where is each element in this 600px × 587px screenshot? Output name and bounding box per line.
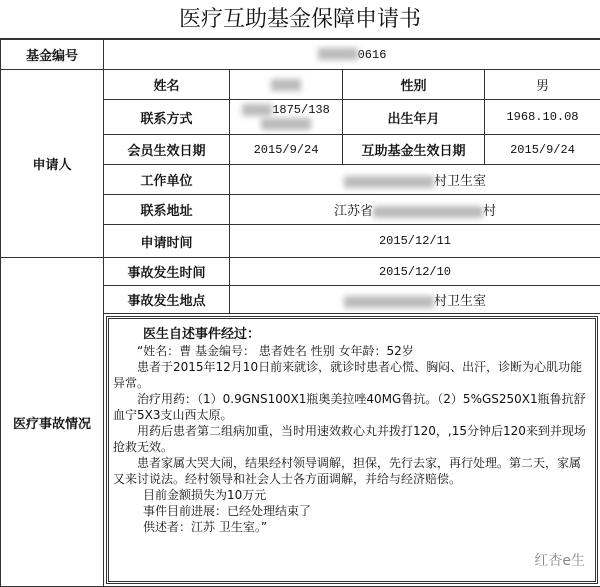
story-title: 医生自述事件经过： [113, 327, 587, 343]
fund-date-label: 互助基金生效日期 [343, 135, 485, 165]
page-title: 医疗互助基金保障申请书 [0, 0, 600, 39]
apply-time-value: 2015/12/11 [230, 225, 600, 258]
story-progress: 事件目前进展：已经处理结束了 [113, 503, 587, 519]
gender-value: 男 [485, 70, 600, 100]
fund-no-value: 0616 [104, 40, 600, 70]
story-loss: 目前金额损失为10万元 [113, 487, 587, 503]
address-value: 江苏省 村 [230, 195, 600, 225]
apply-time-label: 申请时间 [104, 225, 230, 258]
contact-value: 1875/138 [230, 100, 343, 135]
name-label: 姓名 [104, 70, 230, 100]
story-line: 治疗用药：（1）0.9GNS100X1瓶奥美拉唑40MG鲁抗。（2）5%GS250X1瓶鲁抗舒血宁5X3支山西太原。 [113, 391, 587, 423]
accident-time-value: 2015/12/10 [230, 258, 600, 286]
story-narrator: 供述者：江苏 卫生室。” [113, 519, 587, 535]
application-form [0, 39, 600, 587]
work-value: 村卫生室 [230, 165, 600, 195]
gender-label: 性别 [343, 70, 485, 100]
address-label: 联系地址 [104, 195, 230, 225]
story-line: 用药后患者第二组病加重，当时用速效救心丸并拨打120，,15分钟后120来到并现场抢救无效。 [113, 423, 587, 455]
story-line: “姓名：曹 基金编号： 患者姓名 性别 女年龄：52岁 [113, 343, 587, 359]
story-line: 患者于2015年12月10日前来就诊，就诊时患者心慌、胸闷、出汗，诊断为心肌功能异常。 [113, 359, 587, 391]
accident-place-value: 村卫生室 [230, 286, 600, 314]
birth-label: 出生年月 [343, 100, 485, 135]
applicant-label: 申请人 [1, 70, 104, 258]
accident-place-label: 事故发生地点 [104, 286, 230, 314]
member-date-value: 2015/9/24 [230, 135, 343, 165]
accident-story [104, 314, 600, 587]
watermark-logo: 红杏e生 [534, 553, 585, 569]
work-label: 工作单位 [104, 165, 230, 195]
birth-value: 1968.10.08 [485, 100, 600, 135]
fund-no-label: 基金编号 [1, 40, 104, 70]
contact-label: 联系方式 [104, 100, 230, 135]
fund-date-value: 2015/9/24 [485, 135, 600, 165]
member-date-label: 会员生效日期 [104, 135, 230, 165]
story-line: 患者家属大哭大闹，结果经村领导调解，担保，先行去家，再行处理。第二天，家属又来讨说法。经村领导和社会人士各方面调解，并给与经济赔偿。 [113, 455, 587, 487]
accident-label: 医疗事故情况 [1, 258, 104, 587]
accident-time-label: 事故发生时间 [104, 258, 230, 286]
name-value [230, 70, 343, 100]
